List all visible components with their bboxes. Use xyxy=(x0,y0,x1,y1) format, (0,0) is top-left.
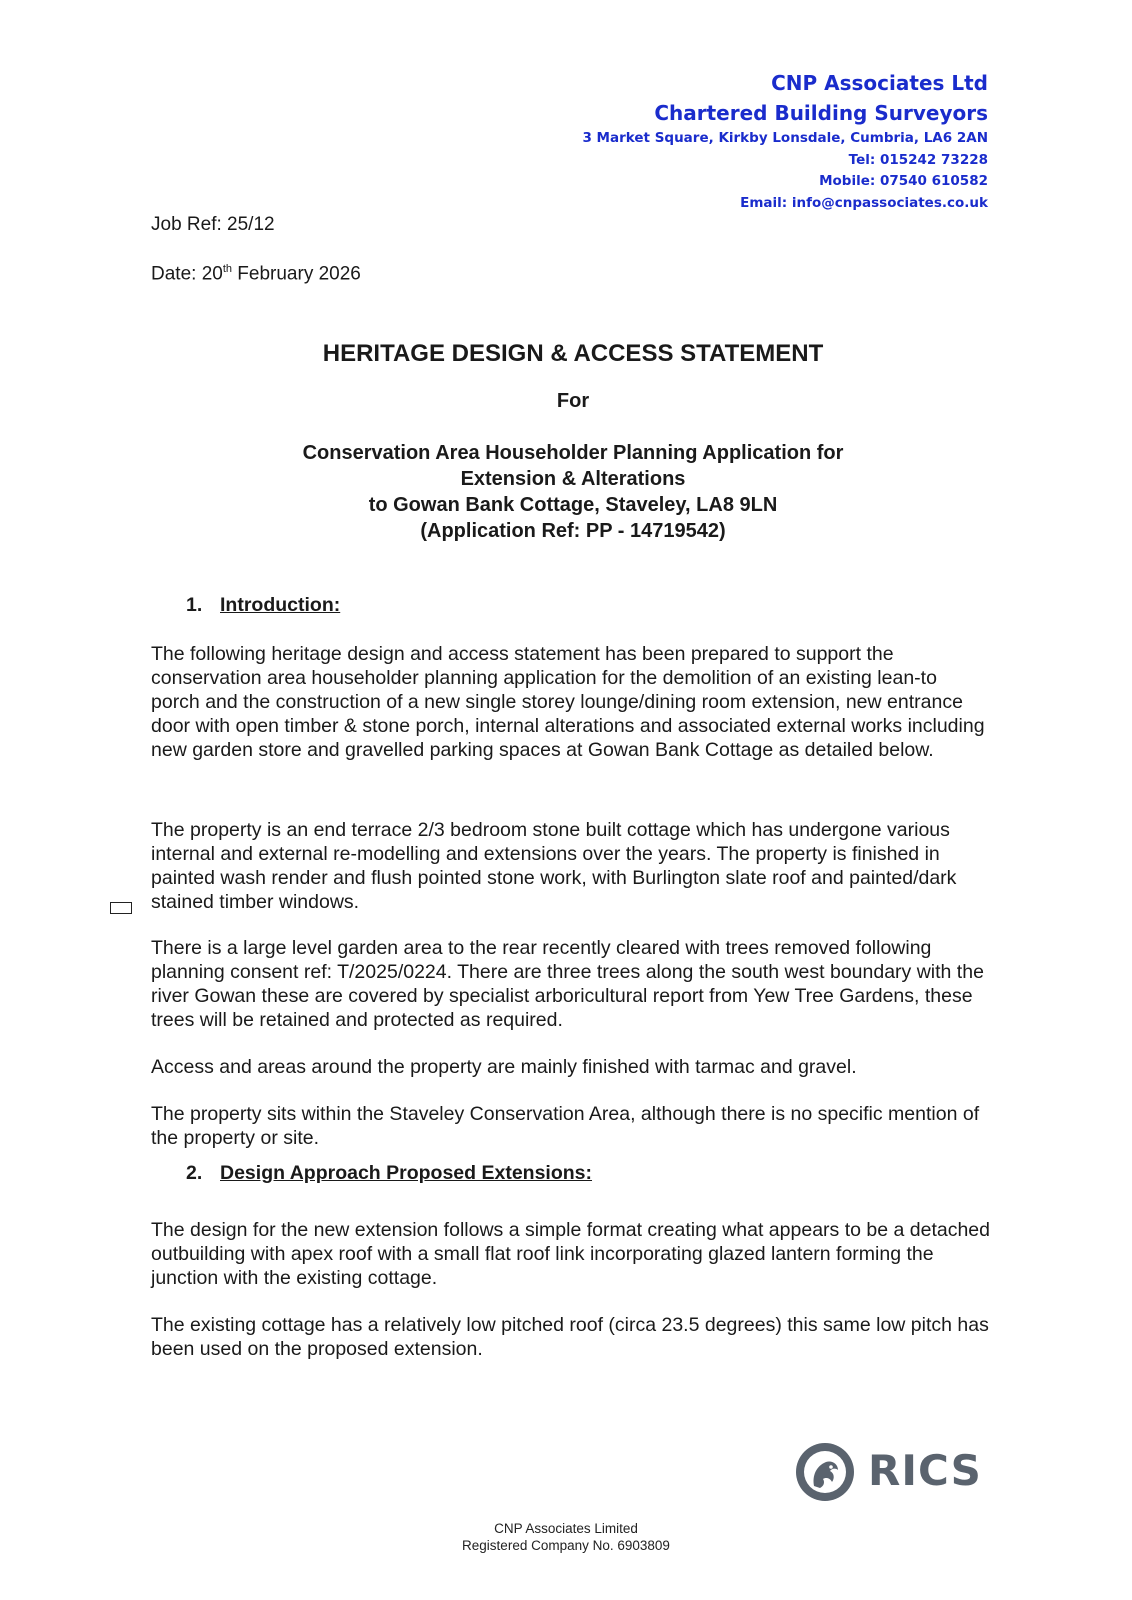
paragraph: The following heritage design and access statement has been prepared to support the conservation area householder planning application for the demolition of an existing lean-to porch and the construction of a new single storey lounge/dining room extension, new entrance door with open timber & stone porch, internal alterations and associated external works including new garden store and gravelled parking spaces at Gowan Bank Cottage as detailed below. xyxy=(151,643,985,761)
date-suffix: February 2026 xyxy=(232,263,361,285)
date-ordinal: th xyxy=(222,263,233,275)
rics-logo xyxy=(792,1440,992,1504)
footer xyxy=(0,1520,1132,1554)
company-email: Email: info@cnpassociates.co.uk xyxy=(740,194,988,211)
rics-wordmark: RICS xyxy=(868,1446,982,1495)
company-subtitle: Chartered Building Surveyors xyxy=(654,101,988,125)
paragraph: The property is an end terrace 2/3 bedroom stone built cottage which has undergone various internal and external re-modelling and extensions over the years. The property is finished in painted wash render and flush pointed stone work, with Burlington slate roof and painted/dark stained timber windows. xyxy=(151,819,957,913)
company-name: CNP Associates Ltd xyxy=(771,71,988,95)
paragraph: The property sits within the Staveley Conservation Area, although there is no specific mention of the property or site. xyxy=(151,1103,980,1149)
section-heading-design-approach xyxy=(186,1162,592,1185)
application-subject xyxy=(151,440,995,544)
subject-line-3: to Gowan Bank Cottage, Staveley, LA8 9LN xyxy=(368,494,778,516)
paragraph: The existing cottage has a relatively low pitched roof (circa 23.5 degrees) this same low pitch has been used on the proposed extension. xyxy=(151,1314,989,1360)
letterhead xyxy=(582,68,988,214)
footer-company: CNP Associates Limited xyxy=(494,1521,638,1536)
section-title: Design Approach Proposed Extensions: xyxy=(220,1162,593,1184)
job-ref: Job Ref: 25/12 xyxy=(151,214,275,235)
title-for: For xyxy=(556,390,590,412)
company-mobile: Mobile: 07540 610582 xyxy=(819,173,988,189)
section-number: 1. xyxy=(186,594,203,616)
company-tel: Tel: 015242 73228 xyxy=(848,151,988,168)
paragraph: Access and areas around the property are mainly finished with tarmac and gravel. xyxy=(151,1056,857,1078)
document-date xyxy=(151,263,361,285)
lion-emblem-icon xyxy=(792,1440,860,1504)
subject-line-1: Conservation Area Householder Planning Application for xyxy=(302,442,844,464)
company-address: 3 Market Square, Kirkby Lonsdale, Cumbria, LA6 2AN xyxy=(582,130,988,146)
section-number: 2. xyxy=(186,1162,203,1184)
paragraph: There is a large level garden area to the rear recently cleared with trees removed following planning consent ref: T/2025/0224. There are three trees along the south west boundary with the river Gowan these are covered by specialist arboricultural report from Yew Tree Gardens, these trees will be retained and protected as required. xyxy=(151,937,984,1031)
footer-registration: Registered Company No. 6903809 xyxy=(462,1538,670,1553)
document-title: HERITAGE DESIGN & ACCESS STATEMENT xyxy=(322,340,824,367)
section-title: Introduction: xyxy=(220,594,341,616)
section-heading-introduction xyxy=(186,594,340,617)
checkbox[interactable] xyxy=(110,902,132,914)
paragraph: The design for the new extension follows a simple format creating what appears to be a detached outbuilding with apex roof with a small flat roof link incorporating glazed lantern forming the junction with the existing cottage. xyxy=(151,1219,990,1289)
date-prefix: Date: 20 xyxy=(151,263,223,285)
subject-line-2: Extension & Alterations xyxy=(460,468,686,490)
subject-line-4: (Application Ref: PP - 14719542) xyxy=(420,520,726,542)
